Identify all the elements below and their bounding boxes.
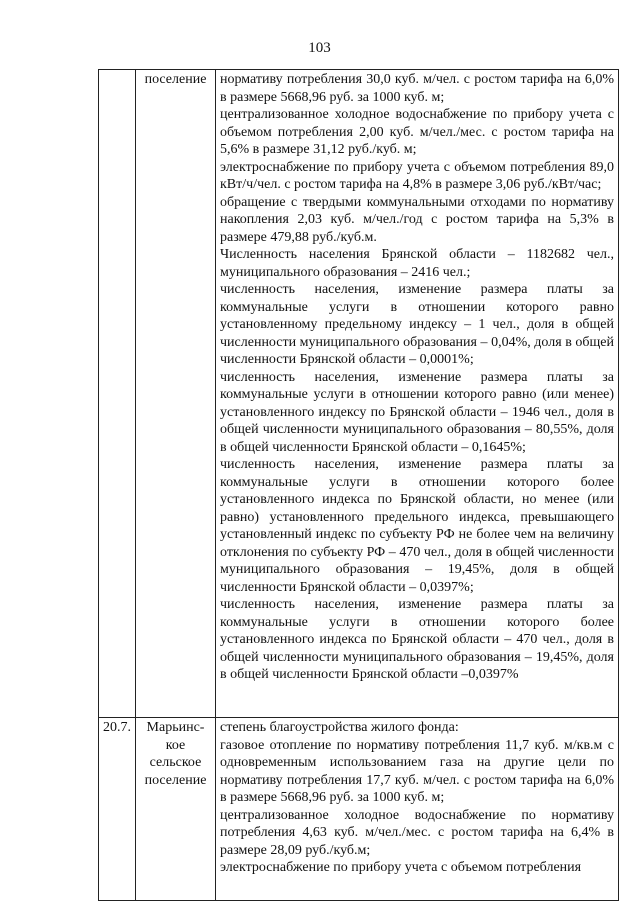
municipality-name	[136, 70, 216, 718]
content-paragraph: электроснабжение по прибору учета с объемом потребления 89,0 кВт/ч/чел. с ростом тарифа на 4,8% в размере 3,06 руб./кВт/час;	[220, 159, 614, 192]
content-paragraph: численность населения, изменение размера платы за коммунальные услуги в отношении которого равно (или менее) установленного индексу по Брянской области – 1946 чел., доля в общей численности муниципального образования – 80,55%, доля в общей численности Брянской области – 0,1645%;	[220, 369, 614, 455]
content-paragraph: централизованное холодное водоснабжение по нормативу потребления 4,63 куб. м/чел./мес. с ростом тарифа на 6,4% в размере 28,09 руб./куб.м;	[220, 807, 614, 858]
content-paragraph: степень благоустройства жилого фонда:	[220, 720, 459, 735]
municipality-name-line: Марьинс-	[146, 720, 205, 735]
content-paragraph: обращение с твердыми коммунальными отходами по нормативу накопления 2,03 куб. м/чел./год с ростом тарифа на 5,3% в размере 479,88 руб./куб.м.	[220, 194, 614, 245]
municipality-name-line: поселение	[144, 72, 207, 87]
row-content	[216, 70, 619, 718]
municipality-name-line: сельское	[149, 755, 202, 770]
content-paragraph: централизованное холодное водоснабжение по прибору учета с объемом потребления 2,00 куб. м/чел./мес. с ростом тарифа на 5,6% в размере 31,12 руб./куб. м;	[220, 107, 614, 157]
row-content	[216, 718, 619, 901]
table-row	[99, 718, 619, 901]
page-number: 103	[308, 40, 331, 56]
content-paragraph: Численность населения Брянской области – 1182682 чел., муниципального образования – 2416 чел.;	[220, 247, 614, 280]
content-paragraph: численность населения, изменение размера платы за коммунальные услуги в отношении которого более установленного индекса по Брянской области – 470 чел., доля в общей численности муниципального образования – 19,45%, доля в общей численности Брянской области –0,0397%	[220, 597, 614, 682]
tariff-table	[98, 69, 619, 901]
municipality-name-line: поселение	[144, 772, 207, 788]
row-number: 20.7.	[99, 718, 136, 901]
content-paragraph: нормативу потребления 30,0 куб. м/чел. с ростом тарифа на 6,0% в размере 5668,96 руб. за 1000 куб. м;	[220, 72, 614, 105]
content-paragraph: численность населения, изменение размера платы за коммунальные услуги в отношении которого равно установленному предельному индексу – 1 чел., доля в общей численности муниципального образования – 0,04%, доля в общей численности Брянской области – 0,0001%;	[220, 282, 614, 367]
table-row	[99, 70, 619, 718]
content-paragraph: газовое отопление по нормативу потребления 11,7 куб. м/кв.м с одновременным использованием газа на другие цели по нормативу потребления 17,7 куб. м/чел. с ростом тарифа на 6,0% в размере 5668,96 руб. за 1000 куб. м;	[220, 737, 614, 805]
municipality-name-line: кое	[165, 737, 186, 753]
municipality-name	[136, 718, 216, 901]
content-paragraph: электроснабжение по прибору учета с объемом потребления	[220, 860, 582, 875]
row-number	[99, 70, 136, 718]
content-paragraph: численность населения, изменение размера платы за коммунальные услуги в отношении которого более установленного индекса по Брянской области, но менее (или равно) установленного предельного индекса, превышающего установленный индекс по субъекту РФ не более чем на величину отклонения по субъекту РФ – 470 чел., доля в общей численности муниципального образования – 19,45%, доля в общей численности Брянской области – 0,0397%;	[220, 457, 614, 595]
